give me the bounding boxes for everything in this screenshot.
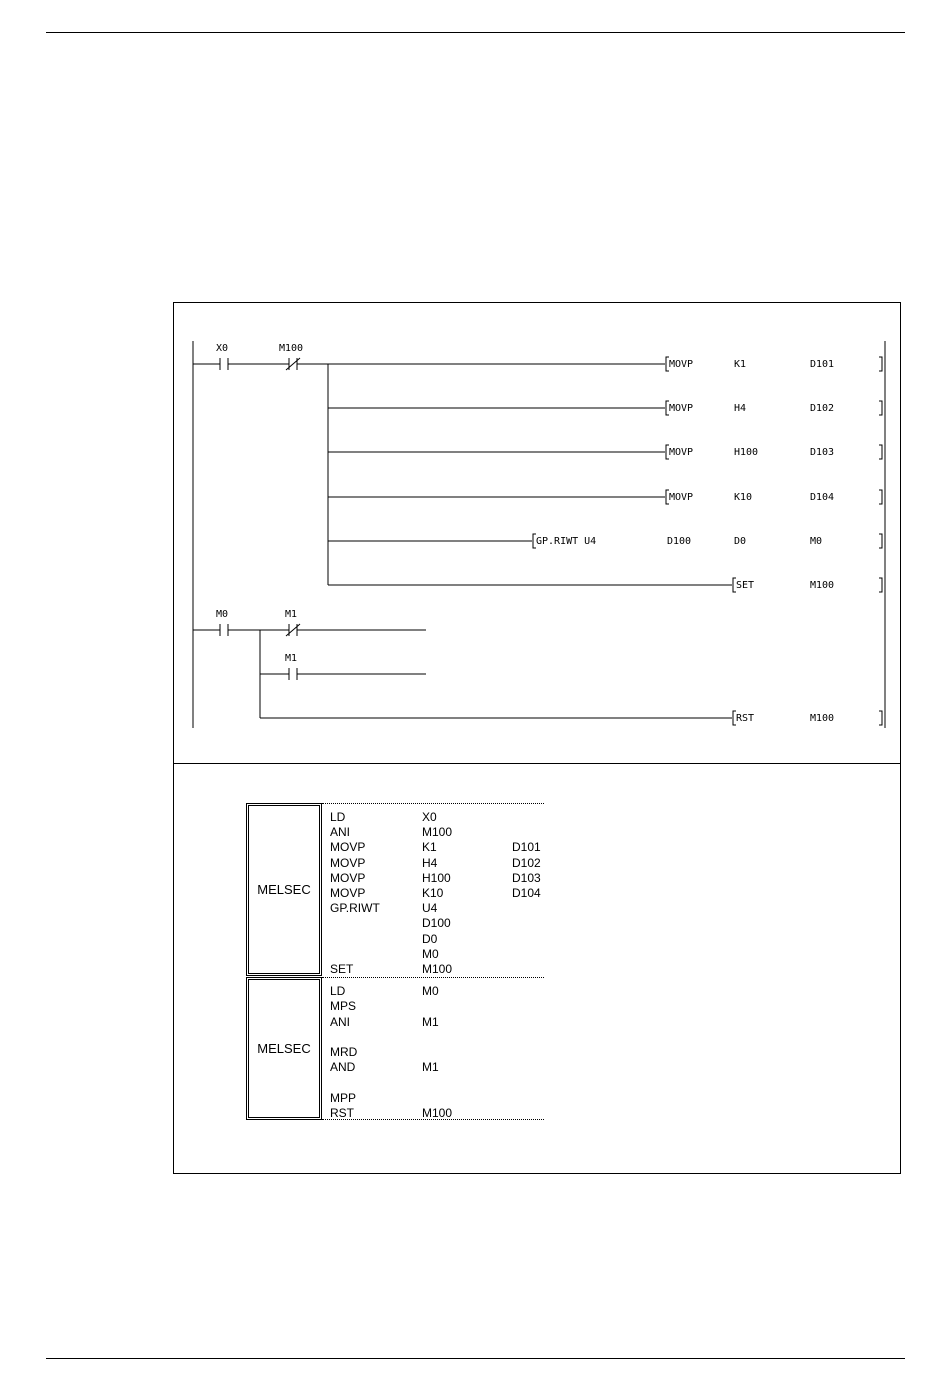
il-row: [322, 1075, 544, 1090]
instruction-movp: [666, 445, 882, 459]
header-rule: [46, 32, 905, 33]
il-row: [322, 840, 544, 855]
il-block-label: MELSEC: [246, 803, 322, 976]
contact-m1-no: [285, 653, 297, 680]
il-mnemonic: MPS: [330, 999, 357, 1014]
il-row: [322, 1060, 544, 1075]
instruction-operand: H100: [734, 447, 759, 458]
il-mnemonic: MOVP: [330, 840, 366, 855]
bracket-close: [879, 534, 882, 548]
instruction-op: RST: [736, 713, 755, 724]
instruction-operand: D0: [734, 536, 747, 547]
program-figure: [173, 302, 901, 1174]
il-row: [322, 916, 544, 931]
il-row: [322, 1015, 544, 1030]
il-mnemonic: AND: [330, 1060, 356, 1075]
instruction-operand: M0: [810, 536, 823, 547]
bracket-close: [879, 357, 882, 371]
il-row: [322, 962, 544, 977]
il-mnemonic: ANI: [330, 1014, 351, 1029]
instruction-operand: D101: [810, 359, 835, 370]
il-row: [322, 1106, 544, 1121]
il-listing: [322, 977, 544, 1120]
il-row: [322, 947, 544, 962]
il-operand: M0: [422, 984, 439, 999]
contact-label: M0: [215, 609, 229, 620]
instruction-operand: M100: [810, 713, 835, 724]
il-row: [322, 1091, 544, 1106]
il-mnemonic: MPP: [330, 1090, 357, 1105]
contact-label: X0: [215, 343, 229, 354]
instruction-op: GP.RIWT U4: [536, 536, 597, 547]
il-row: [322, 901, 544, 916]
bracket-close: [879, 490, 882, 504]
il-mnemonic: GP.RIWT: [330, 901, 380, 916]
ladder-diagram: [174, 303, 900, 761]
il-mnemonic: MRD: [330, 1044, 358, 1059]
instruction-operand: D102: [810, 403, 835, 414]
instruction-op: MOVP: [669, 403, 694, 414]
il-block: [246, 977, 544, 1120]
il-row: [322, 856, 544, 871]
il-row: [322, 1030, 544, 1045]
il-mnemonic: MOVP: [330, 855, 366, 870]
il-operand: H100: [422, 870, 451, 885]
contact-label: M1: [284, 609, 298, 620]
instruction-movp: [666, 490, 882, 504]
bracket-close: [879, 445, 882, 459]
figure-divider: [174, 763, 900, 764]
footer-rule: [46, 1358, 905, 1359]
il-operand: M100: [422, 825, 453, 840]
bracket-close: [879, 401, 882, 415]
il-operand: H4: [422, 855, 438, 870]
il-operand: M100: [422, 1105, 453, 1120]
contact-x0-no: [216, 343, 228, 370]
instruction-op: MOVP: [669, 492, 694, 503]
il-mnemonic: LD: [330, 984, 346, 999]
il-mnemonic: SET: [330, 961, 354, 976]
il-operand: D0: [422, 931, 438, 946]
bracket-close: [879, 578, 882, 592]
il-row: [322, 1045, 544, 1060]
bracket-close: [879, 711, 882, 725]
il-operand: X0: [422, 810, 437, 824]
il-operand: M0: [422, 946, 439, 961]
contact-m100-nc: [279, 343, 303, 370]
il-operand: U4: [422, 901, 438, 916]
instruction-movp: [666, 401, 882, 415]
il-row: [322, 810, 544, 825]
il-operand: M100: [422, 961, 453, 976]
contact-m1-nc: [285, 609, 300, 636]
instruction-movp: [666, 357, 882, 371]
il-row: [322, 886, 544, 901]
il-operand: K10: [422, 885, 444, 900]
il-listing: [322, 803, 544, 976]
instruction-gp-riwt-u4: [533, 534, 882, 548]
il-mnemonic: LD: [330, 810, 346, 824]
instruction-set: [733, 578, 882, 592]
instruction-operand: D103: [810, 447, 835, 458]
instruction-op: SET: [736, 580, 755, 591]
contact-label: M100: [278, 343, 304, 354]
il-operand: M1: [422, 1060, 439, 1075]
instruction-op: MOVP: [669, 447, 694, 458]
contact-m0-no: [216, 609, 228, 636]
il-operand-2: D104: [512, 885, 541, 900]
il-operand-2: D103: [512, 870, 541, 885]
il-operand: D100: [422, 916, 451, 931]
il-block: [246, 803, 544, 976]
instruction-operand: D100: [667, 536, 692, 547]
instruction-operand: H4: [734, 403, 747, 414]
instruction-op: MOVP: [669, 359, 694, 370]
il-row: [322, 984, 544, 999]
il-mnemonic: RST: [330, 1105, 354, 1120]
il-mnemonic: MOVP: [330, 885, 366, 900]
il-row: [322, 871, 544, 886]
il-operand: M1: [422, 1014, 439, 1029]
instruction-rst: [733, 711, 882, 725]
il-mnemonic: ANI: [330, 825, 351, 840]
instruction-operand: K1: [734, 359, 747, 370]
il-operand: K1: [422, 840, 437, 855]
instruction-operand: M100: [810, 580, 835, 591]
contact-label: M1: [284, 653, 298, 664]
instruction-operand: D104: [810, 492, 835, 503]
il-operand-2: D102: [512, 855, 541, 870]
il-row: [322, 932, 544, 947]
il-operand-2: D101: [512, 840, 541, 855]
il-row: [322, 825, 544, 840]
il-mnemonic: MOVP: [330, 870, 366, 885]
il-row: [322, 999, 544, 1014]
instruction-operand: K10: [734, 492, 753, 503]
il-block-label: MELSEC: [246, 977, 322, 1120]
